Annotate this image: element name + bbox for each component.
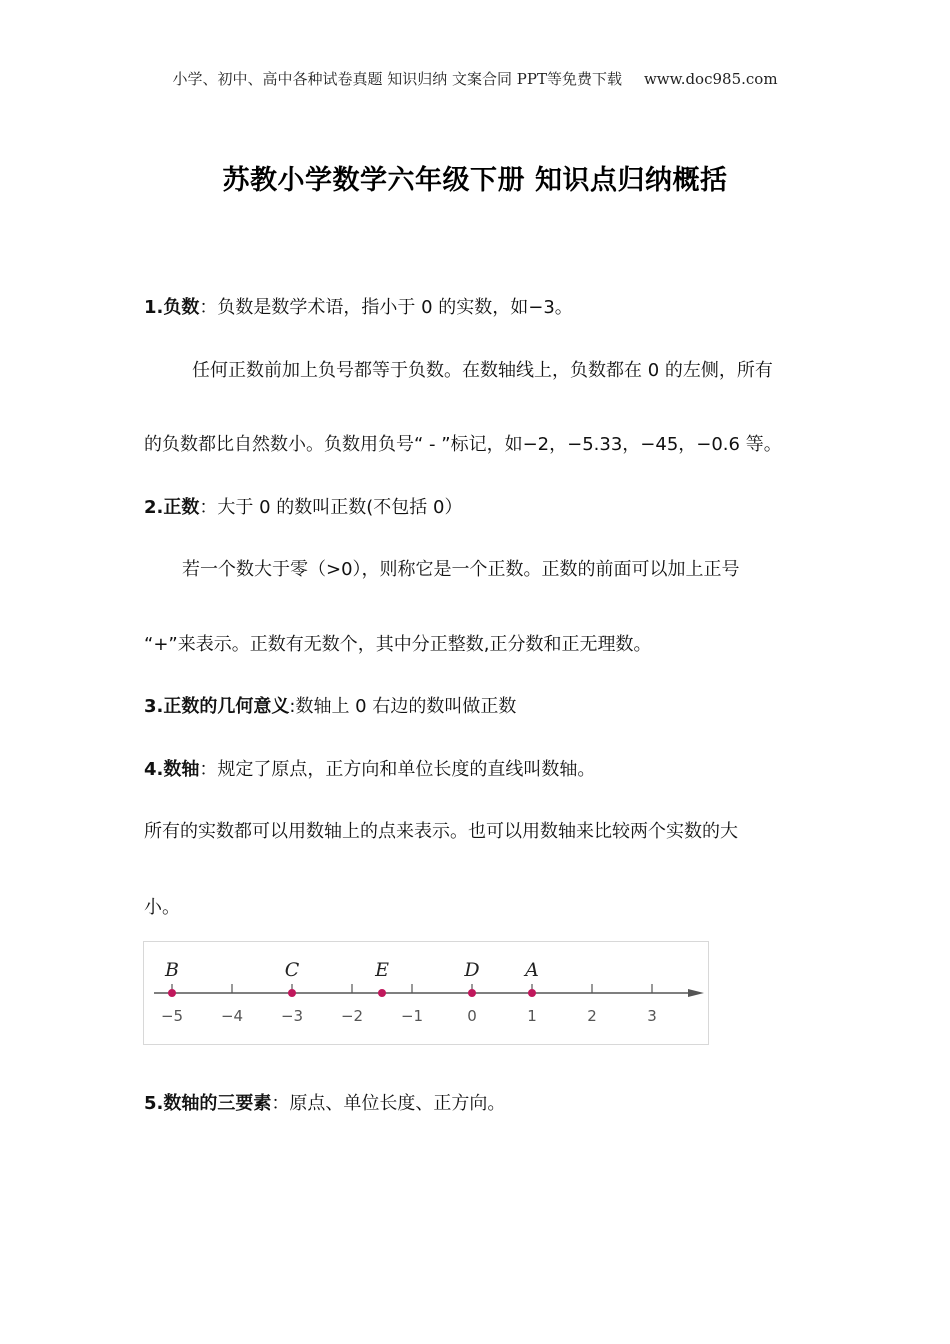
tick-label: −3 bbox=[280, 1007, 304, 1025]
section-4-line-3: 小。 bbox=[144, 897, 180, 918]
section-2-line-2: 若一个数大于零（>0），则称它是一个正数。正数的前面可以加上正号 bbox=[182, 559, 740, 580]
tick-label: 0 bbox=[467, 1007, 477, 1025]
tick-label: −5 bbox=[160, 1007, 184, 1025]
point-B bbox=[168, 989, 176, 997]
section-1-heading: 1.负数 bbox=[144, 297, 200, 318]
tick-label: −1 bbox=[400, 1007, 424, 1025]
section-4-line-2: 所有的实数都可以用数轴上的点来表示。也可以用数轴来比较两个实数的大 bbox=[144, 821, 738, 842]
section-3-heading: 3.正数的几何意义 bbox=[144, 696, 290, 717]
section-1-line-3: 的负数都比自然数小。负数用负号“ - ”标记，如−2，−5.33，−45，−0.6 等。 bbox=[144, 434, 782, 455]
point-C bbox=[288, 989, 296, 997]
section-2-line-3: “+”来表示。正数有无数个，其中分正整数,正分数和正无理数。 bbox=[144, 634, 652, 655]
section-3-line-1: 3.正数的几何意义:数轴上 0 右边的数叫做正数 bbox=[144, 696, 517, 717]
header-left-text: 小学、初中、高中各种试卷真题 知识归纳 文案合同 PPT等免费下载 bbox=[172, 70, 622, 88]
section-5-line-1: 5.数轴的三要素：原点、单位长度、正方向。 bbox=[144, 1093, 506, 1114]
number-line-figure bbox=[143, 941, 709, 1045]
section-4-heading: 4.数轴 bbox=[144, 759, 200, 780]
point-label-C: C bbox=[284, 959, 300, 981]
tick-label: −4 bbox=[220, 1007, 244, 1025]
point-A bbox=[528, 989, 536, 997]
tick-label: −2 bbox=[340, 1007, 364, 1025]
page-title: 苏教小学数学六年级下册 知识点归纳概括 bbox=[222, 165, 728, 196]
section-2-heading: 2.正数 bbox=[144, 497, 200, 518]
header-url[interactable]: www.doc985.com bbox=[643, 70, 778, 88]
point-label-B: B bbox=[165, 959, 179, 981]
section-4-line-1: 4.数轴：规定了原点，正方向和单位长度的直线叫数轴。 bbox=[144, 759, 596, 780]
tick-label: 3 bbox=[647, 1007, 657, 1025]
number-line-svg bbox=[144, 942, 708, 1044]
section-2-line-1: 2.正数：大于 0 的数叫正数(不包括 0） bbox=[144, 497, 463, 518]
page-header bbox=[0, 68, 950, 89]
point-label-E: E bbox=[375, 959, 389, 981]
point-label-D: D bbox=[464, 959, 480, 981]
section-1-line-1: 1.负数：负数是数学术语，指小于 0 的实数，如−3。 bbox=[144, 297, 573, 318]
tick-label: 1 bbox=[527, 1007, 537, 1025]
section-5-heading: 5.数轴的三要素 bbox=[144, 1093, 272, 1114]
axis-arrow-icon bbox=[688, 989, 704, 997]
point-label-A: A bbox=[525, 959, 539, 981]
tick-label: 2 bbox=[587, 1007, 597, 1025]
section-1-line-2: 任何正数前加上负号都等于负数。在数轴线上，负数都在 0 的左侧，所有 bbox=[192, 360, 773, 381]
point-D bbox=[468, 989, 476, 997]
point-E bbox=[378, 989, 386, 997]
